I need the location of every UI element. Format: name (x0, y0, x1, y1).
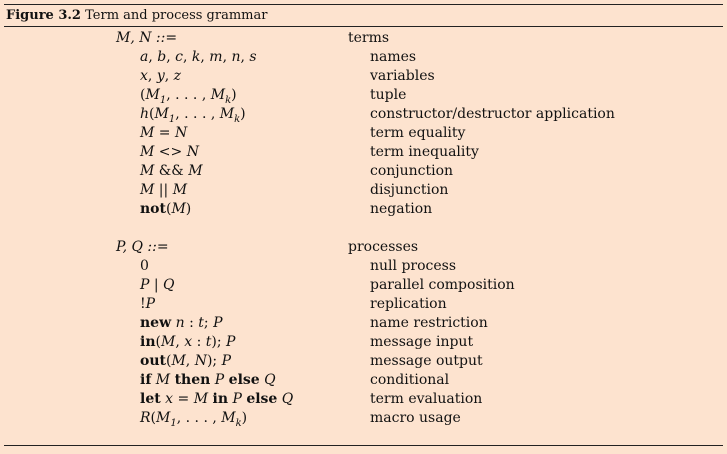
production-syntax: not(M) (140, 201, 192, 217)
terms-head-row (0, 29, 727, 48)
caption-rule (4, 26, 723, 27)
production-description: conditional (370, 372, 450, 388)
terms-nonterminal: M, N ::= (116, 30, 178, 46)
production-description: constructor/destructor application (370, 106, 615, 122)
production-syntax: out(M, N); P (140, 353, 232, 369)
production-syntax: let x = M in P else Q (140, 391, 294, 407)
production-syntax: x, y, z (140, 68, 182, 84)
figure-label: Figure 3.2 (6, 8, 81, 23)
production-syntax: !P (140, 296, 156, 312)
production-syntax: 0 (140, 258, 149, 274)
grammar-row (0, 314, 727, 333)
processes-category: processes (348, 239, 419, 255)
production-syntax: $R(M_1$, . . . , $M_k$) (140, 410, 248, 429)
production-description: message output (370, 353, 483, 369)
grammar-row (0, 333, 727, 352)
production-description: name restriction (370, 315, 488, 331)
figure-caption (6, 8, 267, 23)
production-description: term evaluation (370, 391, 483, 407)
production-syntax: M && M (140, 163, 203, 179)
production-syntax: M <> N (140, 144, 199, 160)
production-description: disjunction (370, 182, 449, 198)
grammar-row (0, 352, 727, 371)
production-description: message input (370, 334, 474, 350)
production-syntax: M || M (140, 182, 188, 198)
production-description: replication (370, 296, 447, 312)
production-description: conjunction (370, 163, 454, 179)
top-rule (4, 4, 723, 5)
grammar-row (0, 257, 727, 276)
terms-category: terms (348, 30, 390, 46)
grammar-row (0, 48, 727, 67)
production-description: parallel composition (370, 277, 515, 293)
grammar-row (0, 124, 727, 143)
production-syntax: in(M, x : t); P (140, 334, 236, 350)
grammar-row (0, 371, 727, 390)
grammar-row (0, 390, 727, 409)
production-description: term inequality (370, 144, 479, 160)
production-description: names (370, 49, 417, 65)
production-syntax: if M then P else Q (140, 372, 276, 388)
grammar-row (0, 105, 727, 124)
production-syntax: new n : t; P (140, 315, 223, 331)
grammar-row (0, 162, 727, 181)
processes-nonterminal: P, Q ::= (116, 239, 169, 255)
production-description: variables (370, 68, 435, 84)
grammar-row (0, 67, 727, 86)
production-syntax: M = N (140, 125, 188, 141)
production-syntax: ($M_1$, . . . , $M_k$) (140, 87, 237, 106)
grammar-row (0, 143, 727, 162)
grammar-row (0, 295, 727, 314)
production-description: term equality (370, 125, 466, 141)
grammar-row (0, 86, 727, 105)
figure-title: Term and process grammar (85, 8, 268, 23)
production-description: tuple (370, 87, 407, 103)
grammar-row (0, 276, 727, 295)
production-syntax: P | Q (140, 277, 175, 293)
production-syntax: a, b, c, k, m, n, s (140, 49, 257, 65)
section-gap (0, 219, 727, 238)
grammar-row (0, 200, 727, 219)
processes-head-row (0, 238, 727, 257)
bottom-rule (4, 445, 723, 446)
production-description: macro usage (370, 410, 461, 426)
grammar-row (0, 181, 727, 200)
production-syntax: $h(M_1$, . . . , $M_k$) (140, 106, 246, 125)
grammar-table (0, 29, 727, 428)
grammar-row (0, 409, 727, 428)
production-description: null process (370, 258, 457, 274)
production-description: negation (370, 201, 433, 217)
